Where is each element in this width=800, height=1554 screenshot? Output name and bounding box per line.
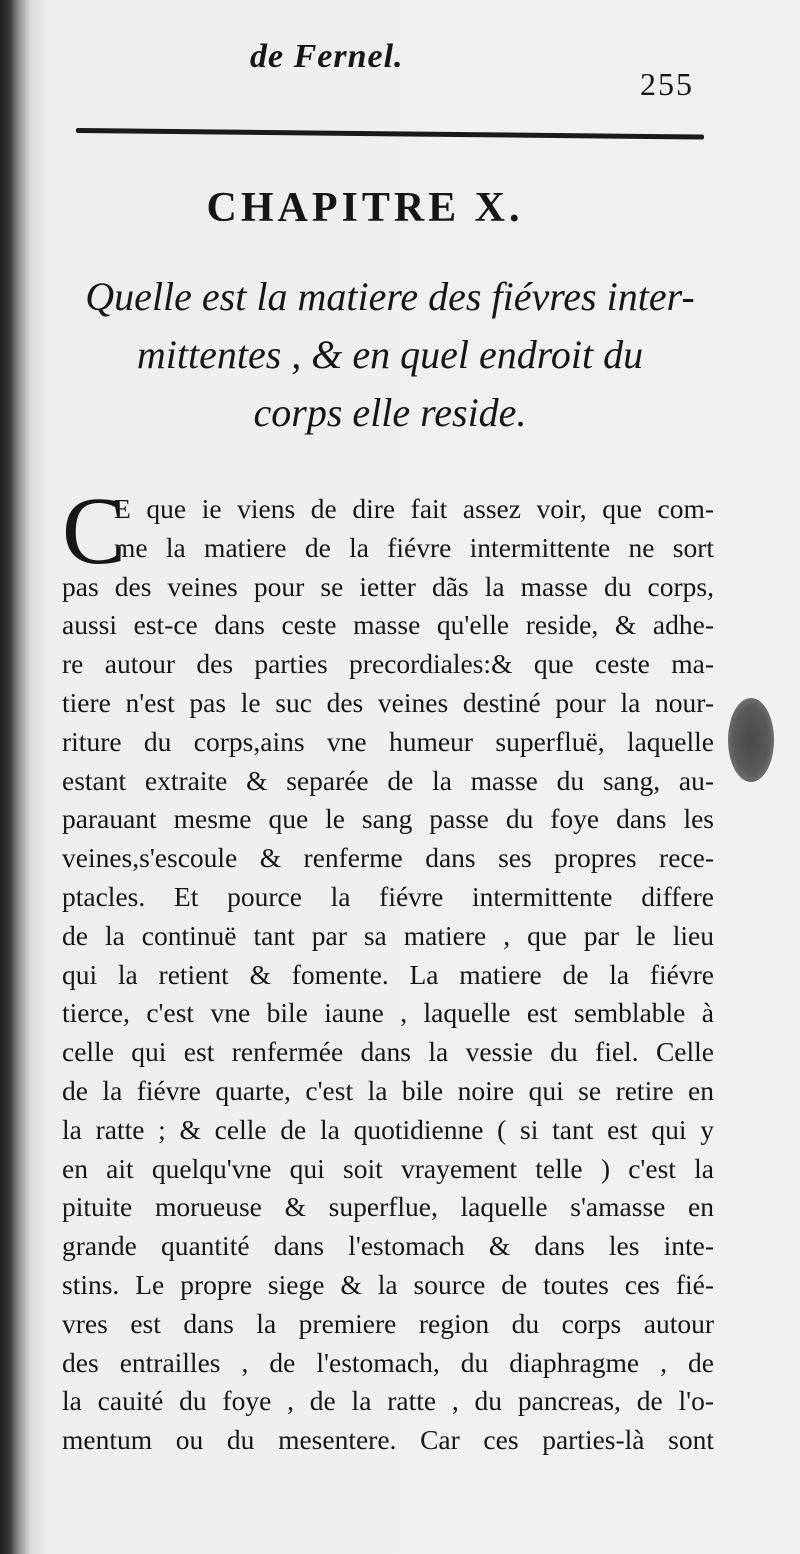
text-line: mentum ou du mesentere. Car ces parties-là sont [62, 1424, 714, 1456]
text-line: grande quantité dans l'estomach & dans les inte- [62, 1230, 714, 1262]
page-number: 255 [640, 66, 694, 102]
text-line: estant extraite & separée de la masse du sang, au- [62, 764, 714, 796]
text-line: pas des veines pour se ietter dãs la masse du corps, [62, 570, 714, 602]
subtitle-line: Quelle est la matiere des fiévres inter- [85, 274, 695, 319]
text-line: E que ie viens de dire fait assez voir, que com- [114, 493, 714, 524]
text-line: parauant mesme que le sang passe du foye dans les [62, 803, 714, 835]
header-rule [76, 128, 704, 140]
running-head: de Fernel. [250, 38, 404, 75]
text-line: tierce, c'est vne bile iaune , laquelle est semblable à [62, 997, 714, 1029]
text-line: me la matiere de la fiévre intermittente ne sort [114, 531, 714, 563]
text-line: veines,s'escoule & renferme dans ses propres rece- [62, 842, 714, 874]
text-line: vres est dans la premiere region du corps autour [62, 1307, 714, 1339]
text-line: re autour des parties precordiales:& que ceste ma- [62, 648, 714, 680]
text-line: riture du corps,ains vne humeur superfluë, laquelle [62, 725, 714, 757]
subtitle-line: corps elle reside. [253, 390, 527, 435]
text-line: de la fiévre quarte, c'est la bile noire qui se retire en [62, 1074, 714, 1106]
text-line: celle qui est renfermée dans la vessie du fiel. Celle [62, 1036, 714, 1068]
ink-blot [728, 698, 774, 782]
chapter-subtitle [60, 268, 720, 442]
text-line: la cauité du foye , de la ratte , du pancreas, de l'o- [62, 1385, 714, 1417]
text-line: pituite morueuse & superflue, laquelle s'amasse en [62, 1191, 714, 1223]
text-line: ptacles. Et pource la fiévre intermittente differe [62, 880, 714, 912]
text-line: qui la retient & fomente. La matiere de la fiévre [62, 958, 714, 990]
text-line: de la continuë tant par sa matiere , que par le lieu [62, 919, 714, 951]
text-line: en ait quelqu'vne qui soit vrayement telle ) c'est la [62, 1152, 714, 1184]
text-line: tiere n'est pas le suc des veines destiné pour la nour- [62, 686, 714, 718]
text-line: stins. Le propre siege & la source de toutes ces fié- [62, 1268, 714, 1300]
drop-cap: C [62, 477, 127, 584]
body-paragraph [62, 490, 714, 1460]
subtitle-line: mittentes , & en quel endroit du [136, 332, 644, 377]
chapter-title: CHAPITRE X. [206, 185, 524, 231]
text-line: aussi est-ce dans ceste masse qu'elle reside, & adhe- [62, 609, 714, 641]
text-line: la ratte ; & celle de la quotidienne ( si tant est qui y [62, 1113, 714, 1145]
text-line: des entrailles , de l'estomach, du diaphragme , de [62, 1346, 714, 1378]
